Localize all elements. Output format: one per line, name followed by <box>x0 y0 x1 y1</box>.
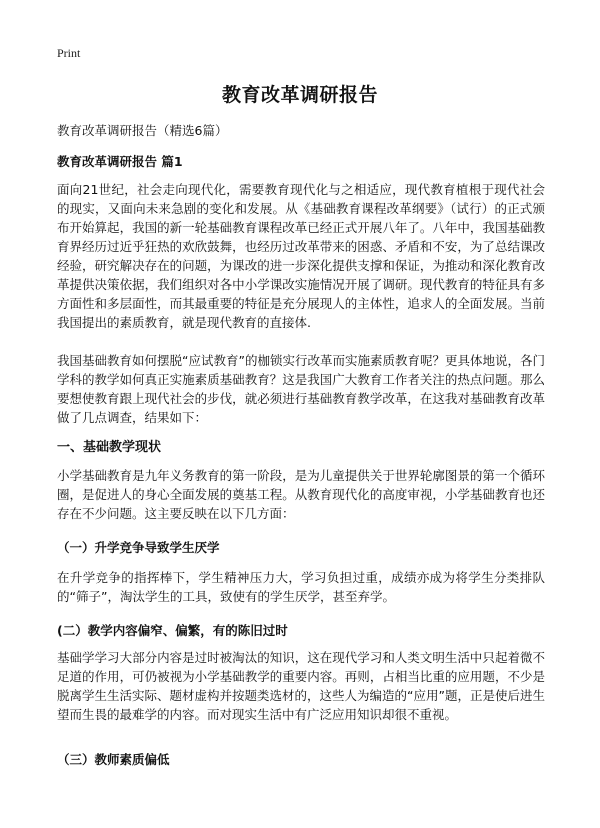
heading-exam-competition: （一）升学竞争导致学生厌学 <box>57 540 220 555</box>
paragraph-teaching-content: 基础学学习大部分内容是过时被淘汰的知识，这在现代学习和人类文明生活中只起着微不足道的作用，可仍被视为小学基础教学的重要内容。再则，占相当比重的应用题，不少是脱离学生生活实际、题材虚构并按题类选材的，这些人为编造的“应用”题，正是使后进生望而生畏的最难学的内容。而对现实生活中有广泛应用知识却很不重视。 <box>57 650 545 722</box>
print-link[interactable]: Print <box>57 46 81 60</box>
paragraph-primary-education: 小学基础教育是九年义务教育的第一阶段，是为儿童提供关于世界轮廓图景的第一个循环圈，是促进人的身心全面发展的奠基工程。从教育现代化的高度审视，小学基础教育也还存在不少问题。这主要反映在以下几方面： <box>57 468 545 521</box>
paragraph-question: 我国基础教育如何摆脱“应试教育”的枷锁实行改革而实施素质教育呢？更具体地说，各门学科的教学如何真正实施素质基础教育？这是我国广大教育工作者关注的热点问题。那么要想使教育跟上现代社会的步伐，就必须进行基础教育教学改革，在这我对基础教育改革做了几点调查，结果如下： <box>57 353 545 425</box>
heading-teacher-quality: （三）教师素质偏低 <box>57 752 170 767</box>
document-title: 教育改革调研报告 <box>221 84 378 106</box>
section-heading: 教育改革调研报告 篇1 <box>57 154 183 169</box>
paragraph-intro: 面向21世纪，社会走向现代化，需要教育现代化与之相适应，现代教育植根于现代社会的现实，又面向未来急剧的变化和发展。从《基础教育课程改革纲要》（试行）的正式颁布开始算起，我国的新一轮基础教育课程改革已经正式开展八年了。八年中，我国基础教育界经历过近乎狂热的欢欣鼓舞，也经历过改革带来的困惑、矛盾和不安，为了总结课改经验，研究解决存在的问题，为课改的进一步深化提供支撑和保证，为推动和深化教育改革提供决策依据，我们组织对各中小学课改实施情况开展了调研。现代教育的特征具有多方面性和多层面性，而其最重要的特征是充分展现人的主体性，追求人的全面发展。当前我国提出的素质教育，就是现代教育的直接体. <box>57 182 545 330</box>
heading-teaching-content: (二）教学内容偏窄、偏繁，有的陈旧过时 <box>57 623 288 638</box>
heading-basic-education-status: 一、基础教学现状 <box>57 440 162 455</box>
paragraph-exam-competition: 在升学竞争的指挥棒下，学生精神压力大，学习负担过重，成绩亦成为将学生分类排队的“筛子”，淘汰学生的工具，致使有的学生厌学，甚至弃学。 <box>57 570 545 604</box>
document-subtitle: 教育改革调研报告（精选6篇） <box>57 123 228 138</box>
